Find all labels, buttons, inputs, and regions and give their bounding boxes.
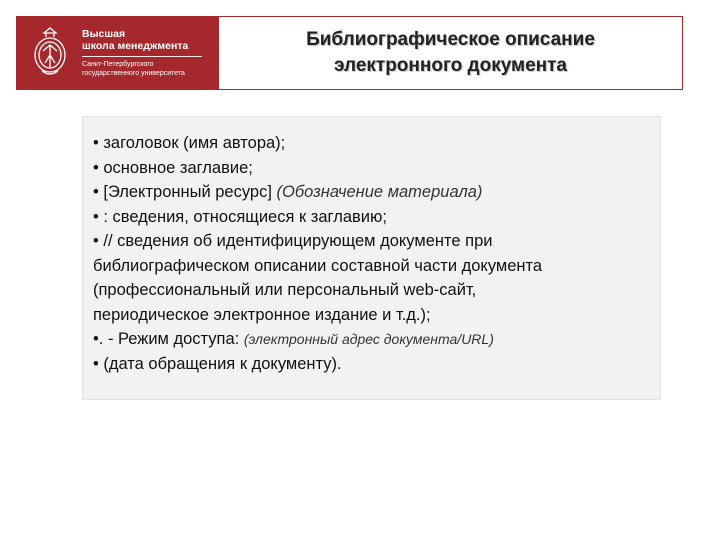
bullet-host-document-cont1: библиографическом описании составной части документа: [93, 256, 543, 275]
bullet-resource-type: [93, 180, 646, 205]
logo-subtitle-line1: Санкт-Петербургского: [82, 61, 154, 68]
access-url-hint: (электронный адрес документа/URL): [243, 331, 494, 347]
bullet-title-info: • : сведения, относящиеся к заглавию;: [93, 207, 387, 226]
logo-subtitle-line2: государственного университета: [82, 70, 185, 77]
logo-text: [82, 28, 202, 78]
logo-title-line2: школа менеджмента: [82, 40, 189, 52]
bullet-author: • заголовок (имя автора);: [93, 134, 286, 152]
slide-title-box: [218, 16, 683, 90]
content-panel: [82, 116, 661, 400]
bullet-host-document-cont2: (профессиональный или персональный web-сайт,: [93, 281, 477, 299]
university-emblem-icon: [28, 23, 72, 83]
bullet-access-date: • (дата обращения к документу).: [93, 354, 342, 373]
access-mode-text: •. - Режим доступа:: [93, 330, 244, 348]
logo-title-line1: Высшая: [82, 28, 126, 40]
logo-divider: [82, 56, 202, 57]
bullet-access-mode: [93, 327, 646, 352]
resource-type-text: • [Электронный ресурс]: [93, 183, 277, 201]
logo: [16, 16, 218, 90]
material-designation: (Обозначение материала): [276, 183, 483, 201]
slide-title-line1: Библиографическое описание: [306, 29, 595, 50]
bullet-main-title: • основное заглавие;: [93, 158, 253, 177]
bullet-host-document: • // сведения об идентифицирующем документе при: [93, 232, 493, 250]
bullet-host-document-cont3: периодическое электронное издание и т.д.);: [93, 305, 431, 324]
slide-title-line2: электронного документа: [333, 55, 567, 76]
